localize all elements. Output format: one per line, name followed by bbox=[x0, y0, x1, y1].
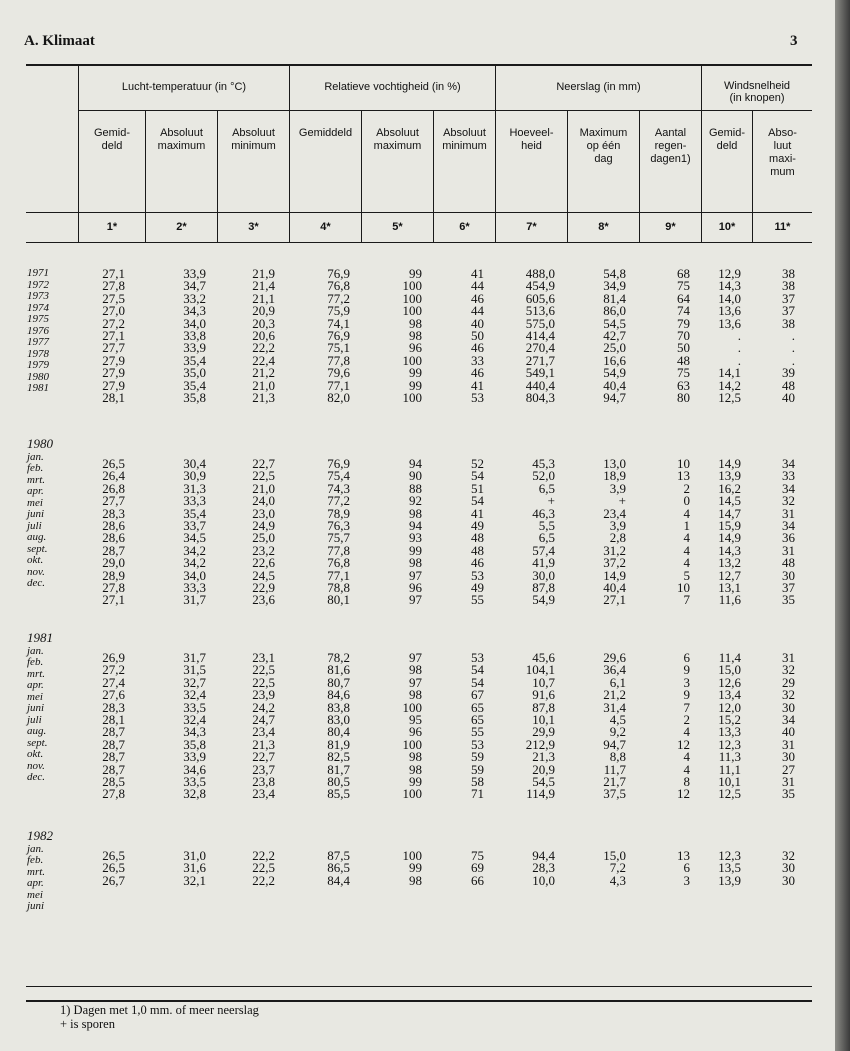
column-header: Absoluut maximum bbox=[157, 127, 206, 152]
column-number: 1* bbox=[106, 221, 118, 233]
data-column-values: 52 54 51 54 41 49 48 48 46 53 49 55 bbox=[471, 456, 484, 608]
table-bottom-rule bbox=[26, 986, 812, 987]
data-column-values: 32 30 30 bbox=[782, 848, 795, 888]
data-column-values: 94 90 88 92 98 94 93 99 98 97 96 97 bbox=[409, 456, 422, 608]
column-number: 4* bbox=[320, 221, 331, 233]
column-number: 6* bbox=[459, 221, 470, 233]
data-column-values: 75 69 66 bbox=[471, 848, 484, 888]
row-labels: 1981 jan. feb. mrt. apr. mei juni juli aug. sept. okt. nov. dec. bbox=[27, 630, 53, 783]
footnote-rule bbox=[26, 1000, 812, 1002]
data-column-values: 13 6 3 bbox=[677, 848, 690, 888]
page-number: 3 bbox=[790, 33, 798, 49]
data-column-values: 54,8 34,9 81,4 86,0 54,5 42,7 25,0 16,6 54,9 40,4 94,7 bbox=[603, 266, 626, 406]
data-column-values: 27,1 27,8 27,5 27,0 27,2 27,1 27,7 27,9 27,9 27,9 28,1 bbox=[102, 266, 125, 406]
column-header: Hoeveel- heid bbox=[509, 127, 554, 152]
data-column-values: 34 33 34 32 31 34 36 31 48 30 37 35 bbox=[782, 456, 795, 608]
data-column-values: 31,0 31,6 32,1 bbox=[183, 848, 206, 888]
column-header: Absoluut maximum bbox=[373, 127, 422, 152]
column-number: 2* bbox=[176, 221, 187, 233]
data-column-values: 76,9 75,4 74,3 77,2 78,9 76,3 75,7 77,8 76,8 77,1 78,8 80,1 bbox=[327, 456, 350, 608]
data-column-values: 76,9 76,8 77,2 75,9 74,1 76,9 75,1 77,8 79,6 77,1 82,0 bbox=[327, 266, 350, 406]
column-header: Absoluut minimum bbox=[231, 127, 276, 152]
data-column-values: 30,4 30,9 31,3 33,3 35,4 33,7 34,5 34,2 34,2 34,0 33,3 31,7 bbox=[183, 456, 206, 608]
data-column-values: 13,0 18,9 3,9 + 23,4 3,9 2,8 31,2 37,2 14,9 40,4 27,1 bbox=[603, 456, 626, 608]
column-number: 5* bbox=[392, 221, 403, 233]
data-column-values: 31,7 31,5 32,7 32,4 33,5 32,4 34,3 35,8 33,9 34,6 33,5 32,8 bbox=[183, 650, 206, 802]
data-column-values: 6 9 3 9 7 2 4 12 4 4 8 12 bbox=[677, 650, 690, 802]
column-header: Gemiddeld bbox=[298, 127, 353, 139]
section-title: A. Klimaat bbox=[24, 33, 95, 49]
data-column-values: 68 75 64 74 79 70 50 48 75 63 80 bbox=[677, 266, 690, 406]
data-column-values: 31 32 29 32 30 34 40 31 30 27 31 35 bbox=[782, 650, 795, 802]
data-column-values: 23,1 22,5 22,5 23,9 24,2 24,7 23,4 21,3 22,7 23,7 23,8 23,4 bbox=[252, 650, 275, 802]
data-column-values: 488,0 454,9 605,6 513,6 575,0 414,4 270,4 271,7 549,1 440,4 804,3 bbox=[525, 266, 555, 406]
data-column-values: 100 99 98 bbox=[402, 848, 422, 888]
data-column-values: 11,4 15,0 12,6 13,4 12,0 15,2 13,3 12,3 11,3 11,1 10,1 12,5 bbox=[718, 650, 741, 802]
data-column-values: 87,5 86,5 84,4 bbox=[327, 848, 350, 888]
book-edge bbox=[835, 0, 850, 1051]
column-header: Gemid- deld bbox=[93, 127, 131, 152]
row-labels: 1980 jan. feb. mrt. apr. mei juni juli aug. sept. okt. nov. dec. bbox=[27, 436, 53, 589]
data-column-values: 53 54 54 67 65 65 55 53 59 59 58 71 bbox=[471, 650, 484, 802]
data-column-values: 94,4 28,3 10,0 bbox=[532, 848, 555, 888]
column-number: 11* bbox=[774, 221, 791, 233]
column-number: 10* bbox=[718, 221, 736, 233]
column-header: Aantal regen- dagen1) bbox=[650, 127, 691, 165]
footnote: + is sporen bbox=[60, 1017, 115, 1031]
column-number: 3* bbox=[248, 221, 259, 233]
group-header-wind: Windsnelheid (in knopen) bbox=[723, 80, 791, 104]
data-column-values: 26,5 26,5 26,7 bbox=[102, 848, 125, 888]
data-column-values: 29,6 36,4 6,1 21,2 31,4 4,5 9,2 94,7 8,8 11,7 21,7 37,5 bbox=[603, 650, 626, 802]
data-column-values: 41 44 46 44 40 50 46 33 46 41 53 bbox=[471, 266, 484, 406]
data-column-values: 10 13 2 0 4 1 4 4 4 5 10 7 bbox=[677, 456, 690, 608]
data-column-values: 12,9 14,3 14,0 13,6 13,6 . . . 14,1 14,2 12,5 bbox=[718, 266, 741, 406]
group-header-precipitation: Neerslag (in mm) bbox=[556, 81, 641, 93]
data-column-values: 97 98 97 98 100 95 96 100 98 98 99 100 bbox=[402, 650, 422, 802]
data-column-values: 38 38 37 37 38 . . . 39 48 40 bbox=[782, 266, 795, 406]
column-number: 7* bbox=[526, 221, 537, 233]
row-labels: 1971 1972 1973 1974 1975 1976 1977 1978 1979 1980 1981 bbox=[27, 267, 49, 394]
data-column-values: 14,9 13,9 16,2 14,5 14,7 15,9 14,9 14,3 13,2 12,7 13,1 11,6 bbox=[718, 456, 741, 608]
data-column-values: 78,2 81,6 80,7 84,6 83,8 83,0 80,4 81,9 82,5 81,7 80,5 85,5 bbox=[327, 650, 350, 802]
column-header: Abso- luut maxi- mum bbox=[768, 127, 797, 178]
column-number: 8* bbox=[598, 221, 609, 233]
column-number: 9* bbox=[665, 221, 676, 233]
data-column-values: 12,3 13,5 13,9 bbox=[718, 848, 741, 888]
data-column-values: 26,9 27,2 27,4 27,6 28,3 28,1 28,7 28,7 28,7 28,7 28,5 27,8 bbox=[102, 650, 125, 802]
data-column-values: 26,5 26,4 26,8 27,7 28,3 28,6 28,6 28,7 29,0 28,9 27,8 27,1 bbox=[102, 456, 125, 608]
data-column-values: 99 100 100 100 98 98 96 100 99 99 100 bbox=[402, 266, 422, 406]
row-labels: 1982 jan. feb. mrt. apr. mei juni bbox=[27, 828, 53, 912]
data-column-values: 33,9 34,7 33,2 34,3 34,0 33,8 33,9 35,4 35,0 35,4 35,8 bbox=[183, 266, 206, 406]
column-header: Absoluut minimum bbox=[442, 127, 487, 152]
data-column-values: 45,6 104,1 10,7 91,6 87,8 10,1 29,9 212,9 21,3 20,9 54,5 114,9 bbox=[525, 650, 555, 802]
header-bottom-rule bbox=[26, 242, 812, 243]
footnote: 1) Dagen met 1,0 mm. of meer neerslag bbox=[60, 1003, 259, 1017]
data-column-values: 45,3 52,0 6,5 + 46,3 5,5 6,5 57,4 41,9 30,0 87,8 54,9 bbox=[532, 456, 555, 608]
data-column-values: 15,0 7,2 4,3 bbox=[603, 848, 626, 888]
data-column-values: 22,2 22,5 22,2 bbox=[252, 848, 275, 888]
data-column-values: 22,7 22,5 21,0 24,0 23,0 24,9 25,0 23,2 22,6 24,5 22,9 23,6 bbox=[252, 456, 275, 608]
top-rule bbox=[26, 64, 812, 66]
group-header-humidity: Relatieve vochtigheid (in %) bbox=[324, 81, 461, 93]
column-header: Maximum op één dag bbox=[579, 127, 628, 165]
column-header: Gemid- deld bbox=[708, 127, 746, 152]
group-header-temperature: Lucht-temperatuur (in °C) bbox=[121, 81, 247, 93]
column-number-rule bbox=[26, 212, 812, 213]
data-column-values: 21,9 21,4 21,1 20,9 20,3 20,6 22,2 22,4 21,2 21,0 21,3 bbox=[252, 266, 275, 406]
